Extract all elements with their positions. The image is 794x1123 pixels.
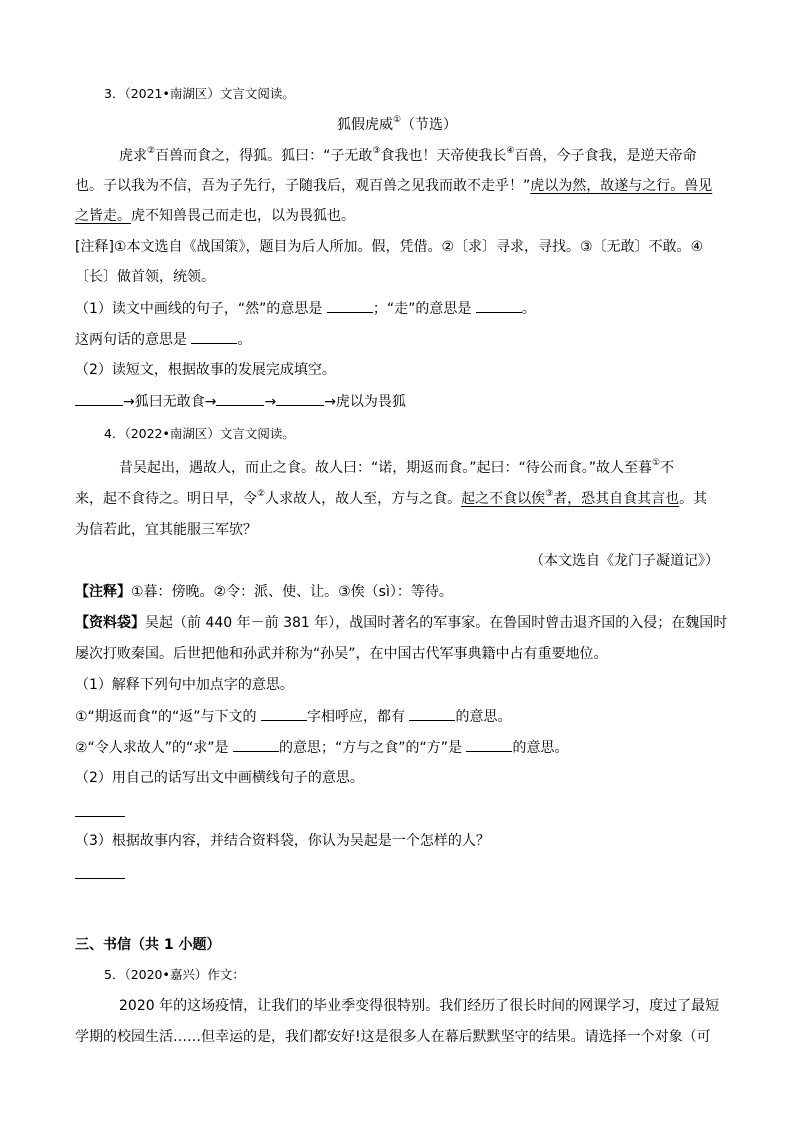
- q3-sub1: [75, 298, 536, 319]
- answer-blank[interactable]: [261, 706, 307, 721]
- question-text: 。: [237, 332, 252, 348]
- underlined-sentence: 之皆走。: [75, 208, 131, 224]
- q3-sub1-line2: [75, 329, 251, 350]
- chain-text: →虎以为畏狐: [324, 394, 406, 410]
- q3-notes-line1: [注释]①本文选自《战国策》，题目为后人所加。假，凭借。②〔求〕寻求，寻找。③〔无敢〕不敢。④: [75, 239, 704, 255]
- q5-header: 5．（2020•嘉兴）作文：: [104, 967, 245, 982]
- q4-sub1-item1: [75, 706, 511, 727]
- note-mark: ②: [257, 489, 266, 499]
- q3-title-note-mark: ①: [392, 115, 402, 125]
- notes-label: 【注释】: [75, 584, 131, 600]
- question-text: 这两句话的意思是: [75, 332, 192, 348]
- q3-passage-line1: [119, 146, 697, 166]
- passage-text: 虎不知兽畏己而走也，以为畏狐也。: [131, 208, 355, 224]
- passage-text: 人求故人，故人至，方与之食。: [265, 491, 462, 507]
- q4-databag-line1: [75, 613, 727, 633]
- question-text: 的意思；“方与之食”的“方”是: [279, 740, 467, 756]
- passage-text: 不: [660, 460, 675, 476]
- q4-sub1-item2: [75, 737, 568, 758]
- chain-text: →狐曰无敢食→: [123, 394, 217, 410]
- q3-title: [0, 115, 794, 135]
- passage-text: 百兽，今子食我，是逆天帝命: [514, 148, 697, 164]
- underlined-sentence: 虎以为然，故遂与之行。兽见: [530, 178, 713, 194]
- answer-line[interactable]: [75, 816, 125, 817]
- passage-text: 来，起不食待之。明日早，令: [75, 491, 257, 507]
- answer-blank[interactable]: [75, 391, 123, 406]
- question-text: ②“令人求故人”的“求”是: [75, 740, 234, 756]
- q3-notes-line2: 〔长〕做首领，统领。: [75, 269, 215, 285]
- question-text: 的意思。: [455, 709, 512, 725]
- passage-text: 昔吴起出，遇故人，而止之食。故人曰：“诺，期返而食。”起曰：“待公而食。”故人至暮: [119, 460, 653, 476]
- answer-blank[interactable]: [466, 737, 512, 752]
- answer-blank[interactable]: [476, 298, 522, 313]
- section-title: 三、书信（共 1 小题）: [75, 937, 221, 953]
- q4-sub3: （3）根据故事内容，并结合资料袋，你认为吴起是一个怎样的人？: [75, 833, 490, 849]
- answer-blank[interactable]: [191, 329, 237, 344]
- q4-passage-line2: [75, 489, 707, 509]
- q3-header: 3．（2021•南湖区）文言文阅读。: [104, 86, 295, 101]
- question-text: 。: [521, 301, 536, 317]
- q4-databag-line2: 屡次打败秦国。后世把他和孙武并称为“孙吴”，在中国古代军事典籍中占有重要地位。: [75, 646, 608, 662]
- answer-blank[interactable]: [216, 391, 264, 406]
- note-mark: ③: [372, 146, 381, 156]
- q4-header: 4．（2022•南湖区）文言文阅读。: [104, 426, 295, 441]
- q3-title-text: 狐假虎威: [336, 117, 393, 133]
- q3-sub2: （2）读短文，根据故事的发展完成填空。: [75, 362, 336, 378]
- q4-sub2: （2）用自己的话写出文中画横线句子的意思。: [75, 770, 364, 786]
- question-text: （1）读文中画线的句子，“然”的意思是: [75, 301, 327, 317]
- q5-prompt-line2: 学期的校园生活……但幸运的是，我们都安好!这是很多人在幕后默默坚守的结果。请选择一个对象（可: [75, 1029, 711, 1045]
- q4-sub1: （1）解释下列句中加点字的意思。: [75, 677, 294, 693]
- q3-passage-line3: [75, 206, 355, 226]
- q4-passage-line3: 为信若此，宜其能服三军欤？: [75, 522, 257, 538]
- q3-title-suffix: （节选）: [401, 117, 458, 133]
- note-mark: ①: [652, 458, 661, 468]
- q5-prompt-line1: 2020 年的这场疫情，让我们的毕业季变得很特别。我们经历了很长时间的网课学习，度过了最短: [119, 998, 720, 1014]
- answer-line[interactable]: [75, 878, 125, 879]
- q3-passage-line2: [75, 176, 712, 196]
- note-mark: ④: [506, 146, 515, 156]
- answer-blank[interactable]: [409, 706, 455, 721]
- databag-label: 【资料袋】: [75, 615, 145, 631]
- chain-text: →: [264, 394, 277, 410]
- question-text: 字相呼应，都有: [307, 709, 410, 725]
- underlined-sentence: 起之不食以俟③者，恐其自食其言也: [461, 489, 680, 507]
- question-text: 的意思。: [512, 740, 569, 756]
- q4-source: （本文选自《龙门子凝道记》）: [530, 553, 719, 569]
- q4-notes: [75, 582, 453, 602]
- answer-blank[interactable]: [276, 391, 324, 406]
- question-text: ①“期返而食”的“返”与下文的: [75, 709, 262, 725]
- note-mark: ②: [147, 146, 156, 156]
- notes-text: ①暮：傍晚。②令：派、使、让。③俟（sì）：等待。: [131, 584, 453, 600]
- answer-blank[interactable]: [327, 298, 373, 313]
- passage-text: 虎求: [119, 148, 147, 164]
- q4-passage-line1: [119, 458, 674, 478]
- passage-text: 食我也！天帝使我长: [380, 148, 507, 164]
- answer-blank[interactable]: [233, 737, 279, 752]
- passage-text: 百兽而食之，得狐。狐曰：“子无敢: [155, 148, 373, 164]
- passage-text: 也。子以我为不信，吾为子先行，子随我后，观百兽之见我而敢不走乎！”: [75, 178, 531, 194]
- q3-story-chain: [75, 391, 406, 412]
- passage-text: 。其: [679, 491, 708, 507]
- databag-text: 吴起（前 440 年－前 381 年），战国时著名的军事家。在鲁国时曾击退齐国的入侵；在魏国时: [145, 615, 728, 631]
- question-text: ；“走”的意思是: [372, 301, 476, 317]
